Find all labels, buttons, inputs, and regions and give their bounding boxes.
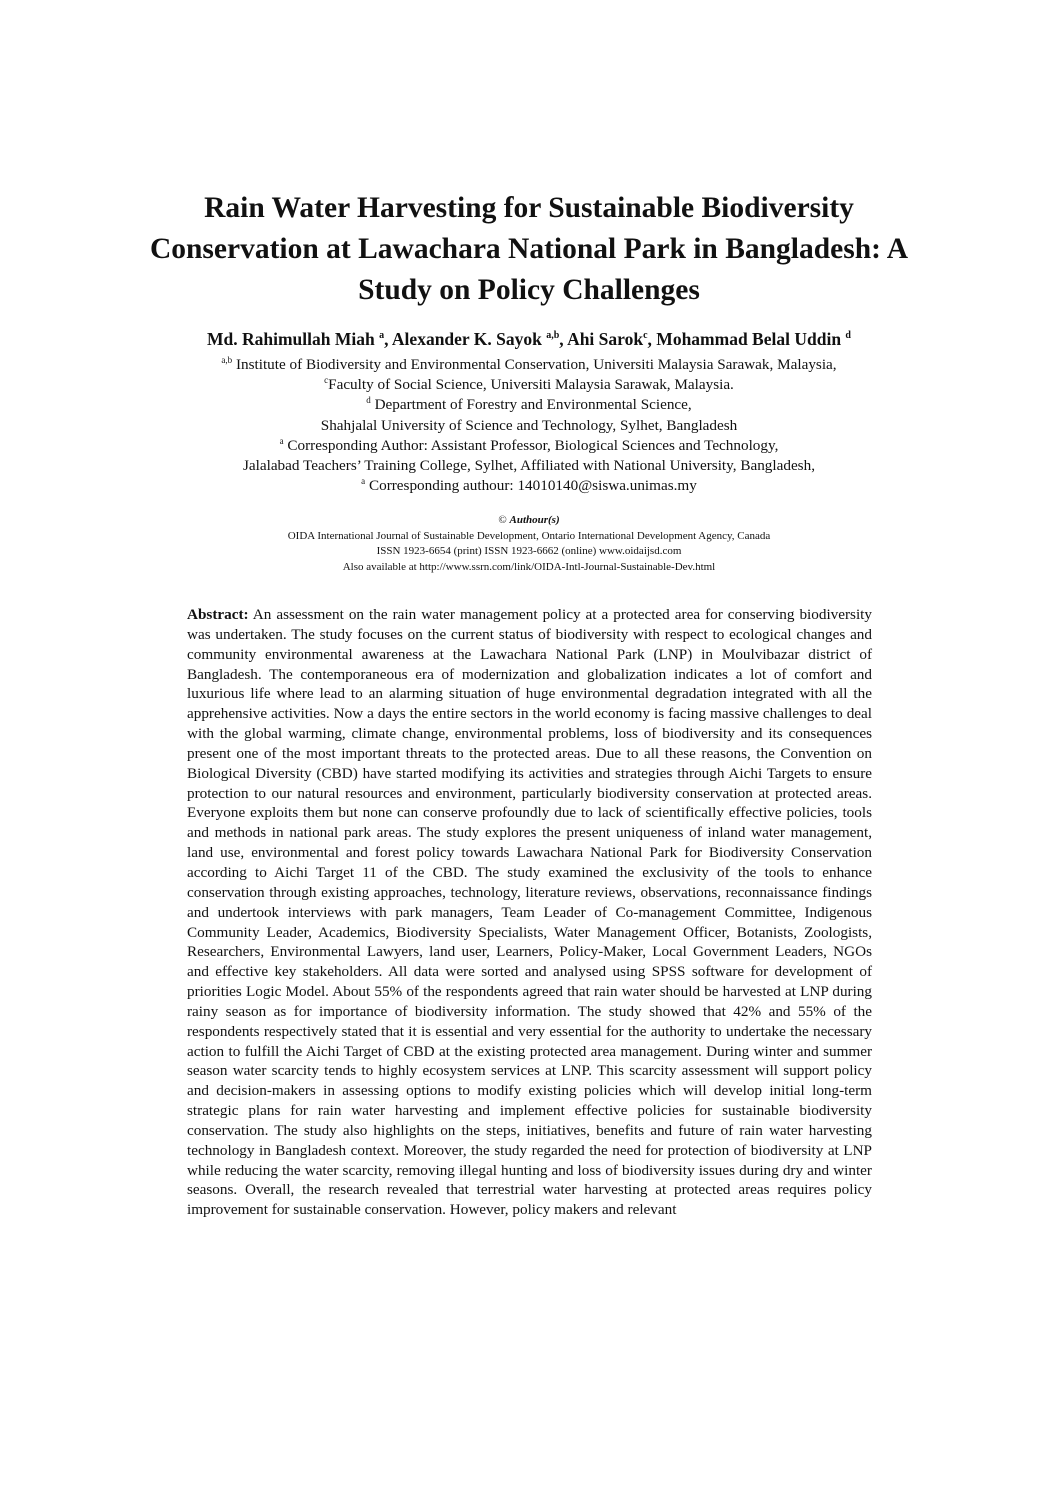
affiliation-text: Faculty of Social Science, Universiti Malaysia Sarawak, Malaysia. <box>328 376 734 394</box>
author-separator: , <box>559 329 568 349</box>
copyright-block <box>80 513 978 575</box>
author-affiliation-mark: a,b <box>546 330 560 341</box>
affiliation-mark: a <box>361 476 366 487</box>
author-affiliation-mark: a <box>379 330 385 341</box>
author-list <box>80 327 978 351</box>
affiliation-mark: a,b <box>221 355 233 365</box>
author-affiliation-mark: c <box>643 330 648 341</box>
title-line: Study on Policy Challenges <box>358 274 700 306</box>
author-name: Ahi Sarok <box>567 329 644 349</box>
author-name: Mohammad Belal Uddin <box>656 329 842 349</box>
copyright-line <box>80 513 978 529</box>
affiliation-text: Corresponding authour: 14010140@siswa.unimas.my <box>368 477 697 495</box>
affiliation-line <box>80 355 978 375</box>
affiliation-text: Corresponding Author: Assistant Professor, Biological Sciences and Technology, <box>287 436 779 454</box>
journal-line: OIDA International Journal of Sustainable Development, Ontario International Development Agency, Canada <box>287 529 771 542</box>
author-affiliation-mark: d <box>845 330 851 341</box>
author-name: Alexander K. Sayok <box>391 329 542 349</box>
copyright-symbol: © <box>498 514 507 526</box>
title-line: Conservation at Lawachara National Park in Bangladesh: A <box>149 233 909 265</box>
title-line: Rain Water Harvesting for Sustainable Biodiversity <box>204 192 854 224</box>
affiliation-text: Institute of Biodiversity and Environmental Conservation, Universiti Malaysia Sarawak, Malaysia, <box>235 356 837 373</box>
author-separator: , <box>384 329 392 349</box>
availability-line: Also available at http://www.ssrn.com/link/OIDA-Intl-Journal-Sustainable-Dev.html <box>342 560 716 573</box>
affiliation-line <box>80 375 978 395</box>
affiliation-text: Department of Forestry and Environmental Science, <box>374 396 692 414</box>
affiliation-mark: c <box>324 375 329 386</box>
abstract-paragraph <box>187 605 872 1220</box>
affiliation-text: Shahjalal University of Science and Technology, Sylhet, Bangladesh <box>320 416 738 434</box>
affiliation-mark: a <box>279 435 284 446</box>
affiliation-line <box>80 416 978 436</box>
affiliation-mark: d <box>366 395 371 406</box>
paper-title <box>100 188 958 311</box>
affiliation-block <box>80 355 978 496</box>
author-separator: , <box>647 329 657 349</box>
copyright-label: Authour(s) <box>509 514 560 526</box>
affiliation-line <box>80 456 978 476</box>
abstract-text: An assessment on the rain water management policy at a protected area for conserving biodiversity was undertaken. The study focuses on the current status of biodiversity with respect to ecological changes and community environmental awareness at the Lawachara National Park (LNP) in Moulvibazar district of Bangladesh. The contemporaneous era of modernization and globalization indicates a lot of comfort and luxurious life where lead to an alarming situation of huge environmental degradation integrated with all the apprehensive activities. Now a days the entire sectors in the world economy is facing massive challenges to deal with the global warming, climate change, environmental problems, loss of biodiversity and its consequences present one of the most important threats to the protected areas. Due to all these reasons, the Convention on Biological Diversity (CBD) have started modifying its activities and strategies through Aichi Targets to ensure protection to our natural resources and environment, particularly biodiversity conservation at protected areas. Everyone exploits them but none can conserve profoundly due to lack of scientifically effective policies, tools and methods in national park areas. The study explores the present uniqueness of inland water management, land use, environmental and forest policy towards Lawachara National Park for Biodiversity Conservation according to Aichi Target 11 of the CBD. The study examined the exclusivity of the tools to enhance conservation through existing approaches, technology, literature reviews, observations, reconnaissance findings and undertook interviews with park managers, Team Leader of Co-management Committee, Indigenous Community Leader, Academics, Biodiversity Specialists, Water Management Officer, Botanists, Zoologists, Researchers, Environmental Lawyers, land user, Learners, Policy-Maker, Local Government Leaders, NGOs and effective key stakeholders. All data were sorted and analysed using SPSS software for development of priorities Logic Model. About 55% of the respondents agreed that rain water should be harvested at LNP during rainy season as for importance of biodiversity information. The study showed that 42% and 55% of the respondents respectively stated that it is essential and very essential for the authority to undertake the necessary action to fulfill the Aichi Target of CBD at the existing protected area management. During winter and summer season water scarcity tends to highly ecosystem services at LNP. This scarcity assessment will support policy and decision-makers in assessing options to modify existing policies which will develop initial long-term strategic plans for rain water harvesting and implement effective policies for sustainable biodiversity conservation. The study also highlights on the steps, initiatives, benefits and future of rain water harvesting technology in Bangladesh context. Moreover, the study regarded the need for protection of biodiversity at LNP while reducing the water scarcity, removing illegal hunting and loss of biodiversity issues during dry and winter seasons. Overall, the research revealed that terrestrial water harvesting at protected areas requires policy improvement for sustainable conservation. However, policy makers and relevant <box>187 606 872 1219</box>
affiliation-line <box>80 436 978 456</box>
affiliation-text: Jalalabad Teachers’ Training College, Sylhet, Affiliated with National University, Bangladesh, <box>242 457 815 475</box>
affiliation-line <box>80 395 978 415</box>
abstract-label: Abstract: <box>187 606 249 623</box>
affiliation-line <box>80 476 978 496</box>
author-name: Md. Rahimullah Miah <box>207 329 375 349</box>
issn-line: ISSN 1923-6654 (print) ISSN 1923-6662 (online) www.oidaijsd.com <box>376 545 682 557</box>
